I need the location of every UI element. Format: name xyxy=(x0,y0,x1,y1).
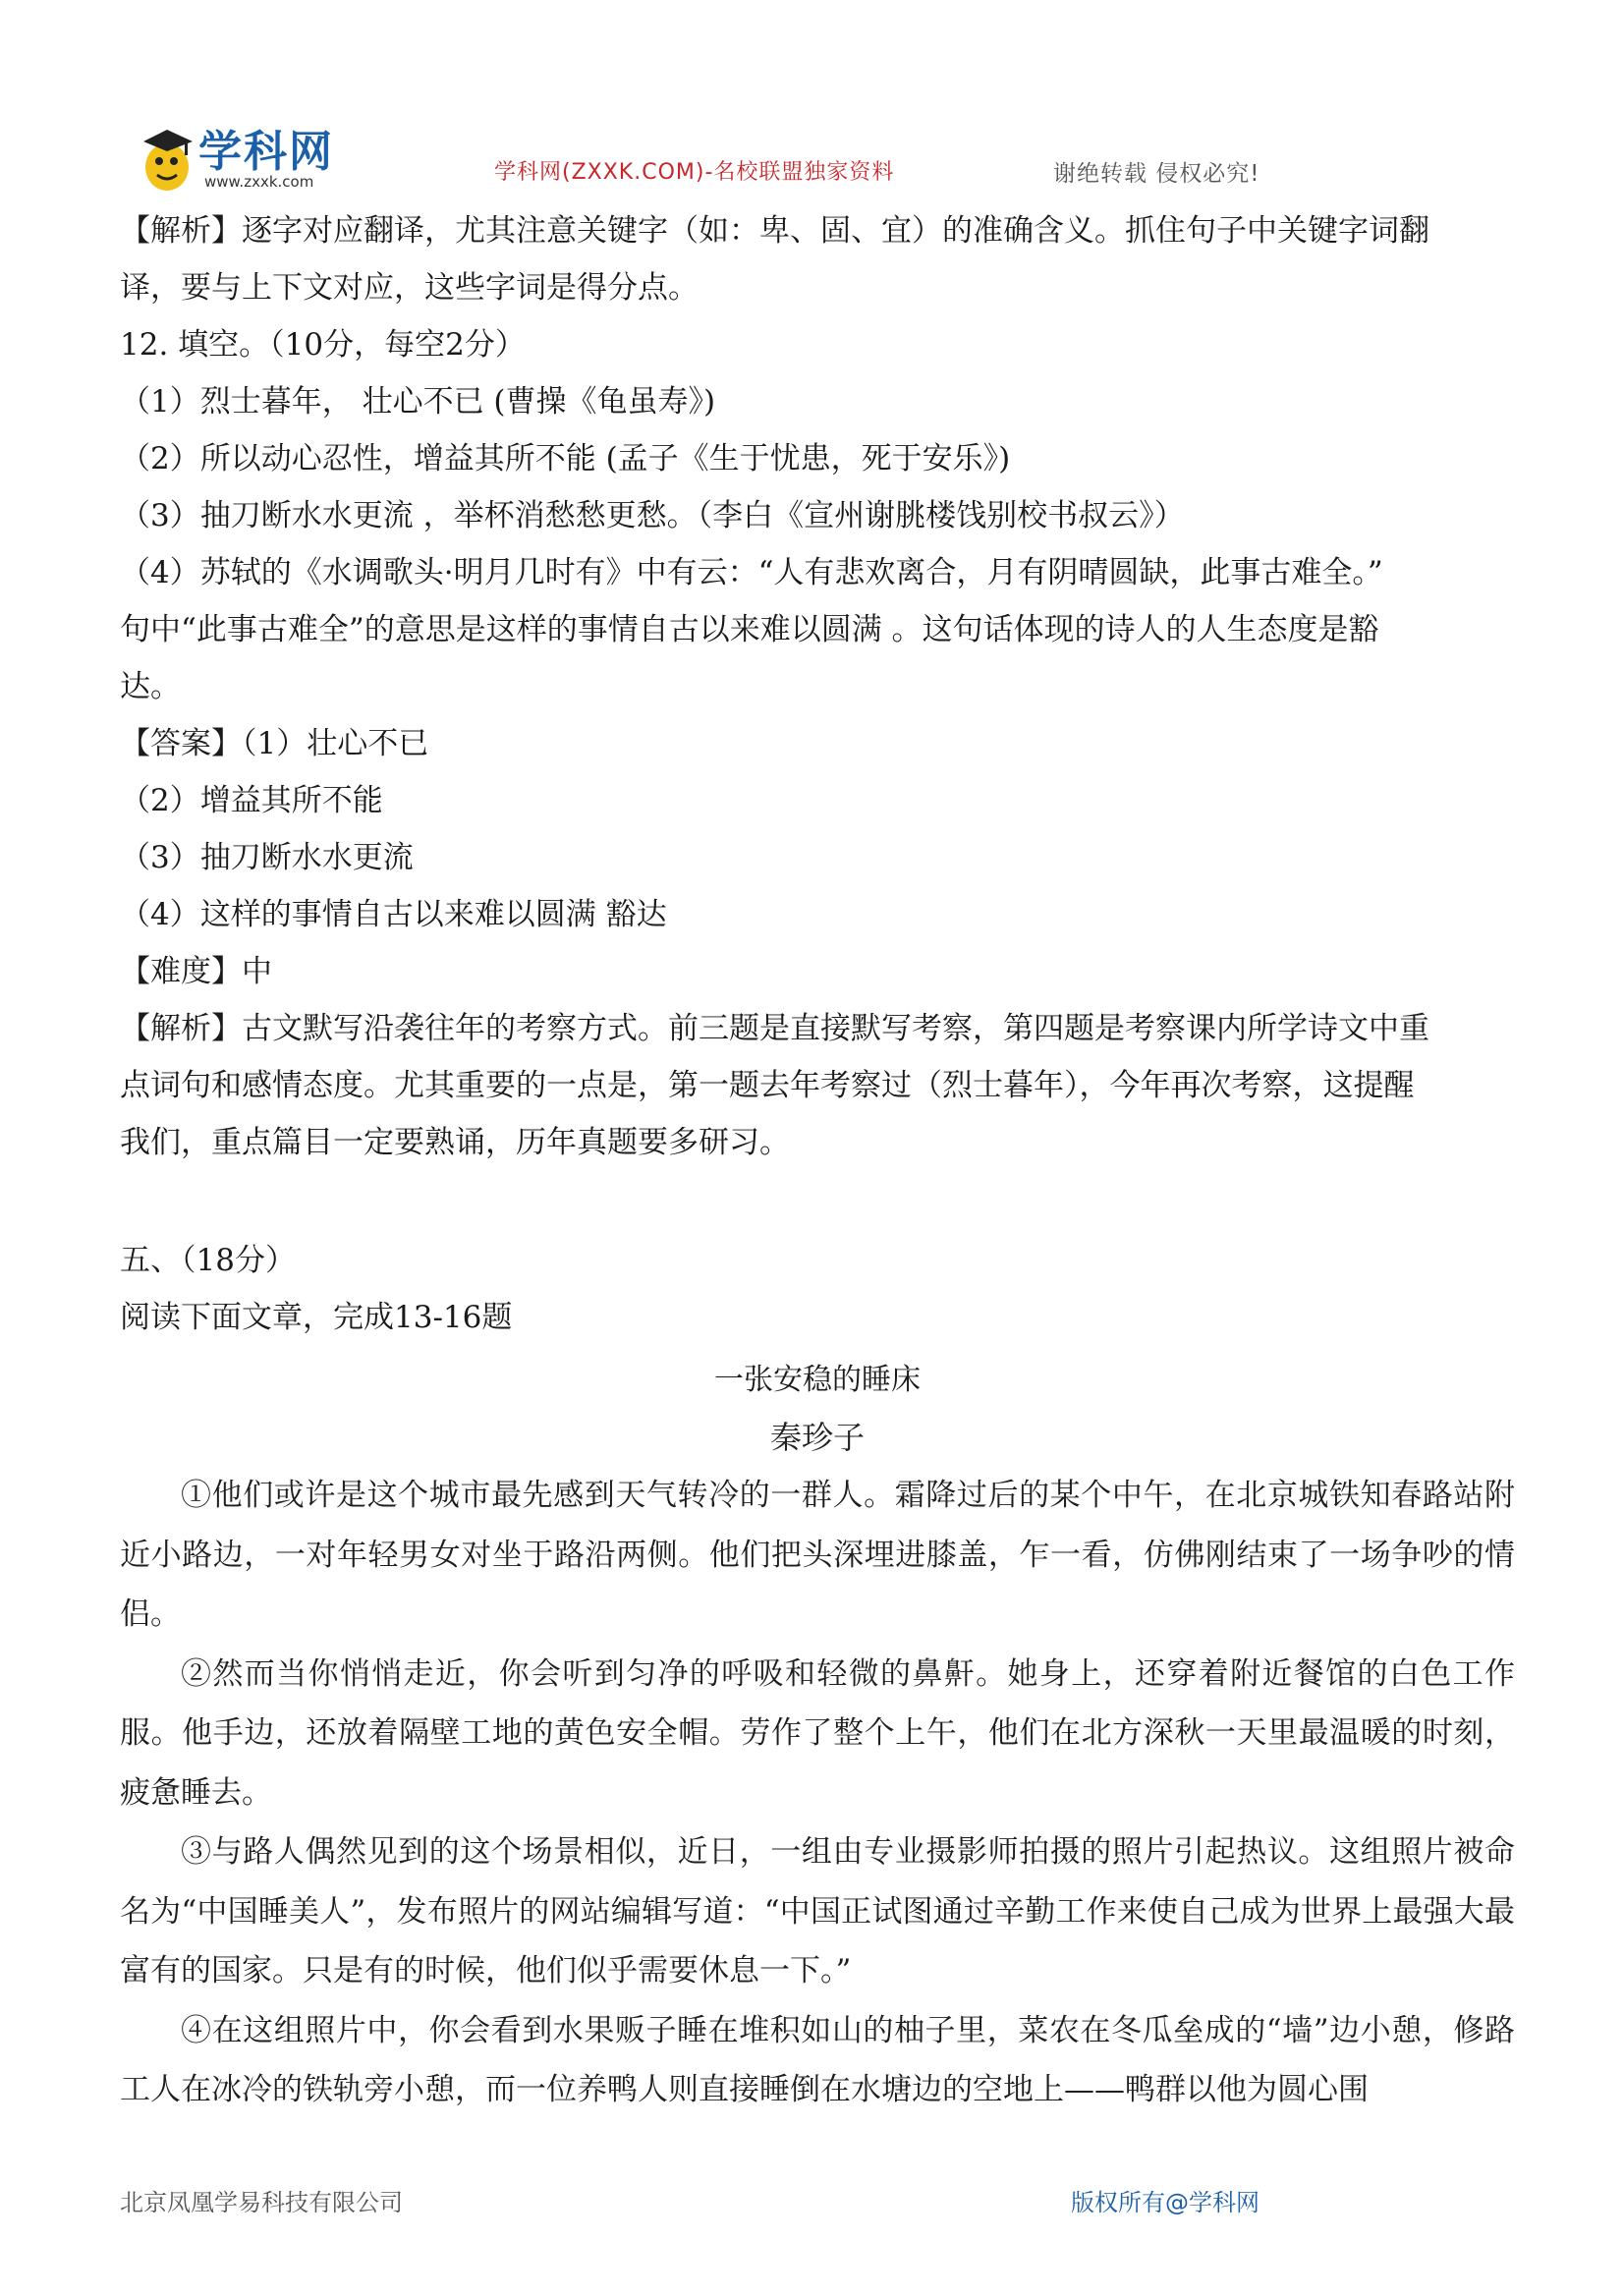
section-instruction: 阅读下面文章，完成13-16题 xyxy=(120,1300,513,1335)
answer-line: （2）增益其所不能 xyxy=(120,783,383,818)
analysis-line: 【解析】古文默写沿袭往年的考察方式。前三题是直接默写考察，第四题是考察课内所学诗文中重 xyxy=(120,1011,1429,1046)
text-line: （4）苏轼的《水调歌头·明月几时有》中有云：“人有悲欢离合，月有阴晴圆缺，此事古难全。” xyxy=(120,555,1383,590)
article-author: 秦珍子 xyxy=(769,1419,865,1456)
section-heading: 五、（18分） xyxy=(120,1243,296,1278)
article-title: 一张安稳的睡床 xyxy=(714,1363,921,1397)
site-logo xyxy=(138,116,354,204)
section-gap xyxy=(120,1171,1515,1232)
article-paragraph: ①他们或许是这个城市最先感到天气转冷的一群人。霜降过后的某个中午，在北京城铁知春路站附近小路边，一对年轻男女对坐于路沿两侧。他们把头深埋进膝盖，乍一看，仿佛刚结束了一场争吵的情侣。 xyxy=(120,1478,1515,1632)
footer-copyright: 版权所有@学科网 xyxy=(1071,2189,1259,2216)
text-line: （2）所以动心忍性，增益其所不能 (孟子《生于忧患，死于安乐》) xyxy=(120,441,1011,476)
answer-line: （3）抽刀断水水更流 xyxy=(120,840,414,875)
answer-line: （4）这样的事情自古以来难以圆满 豁达 xyxy=(120,897,667,932)
header-copyright-note: 谢绝转载 侵权必究! xyxy=(1053,161,1260,187)
logo-url: www.zxxk.com xyxy=(204,173,314,191)
text-line: 句中“此事古难全”的意思是这样的事情自古以来难以圆满 。这句话体现的诗人的人生态度是豁 xyxy=(120,612,1379,647)
answer-line: 【答案】（1）壮心不已 xyxy=(120,726,429,761)
text-line: （3）抽刀断水水更流 ，举杯消愁愁更愁。（李白《宣州谢朓楼饯别校书叔云》） xyxy=(120,498,1185,533)
logo-text: 学科网 xyxy=(198,127,334,177)
text-line: （1）烈士暮年， 壮心不已 (曹操《龟虽寿》) xyxy=(120,384,716,420)
article-paragraph: ③与路人偶然见到的这个场景相似，近日，一组由专业摄影师拍摄的照片引起热议。这组照片被命名为“中国睡美人”，发布照片的网站编辑写道：“中国正试图通过辛勤工作来使自己成为世界上最强大最富有的国家。只是有的时候，他们似乎需要休息一下。” xyxy=(120,1834,1515,1988)
document-body xyxy=(120,202,1515,2120)
text-line: 【解析】逐字对应翻译，尤其注意关键字（如：卑、固、宜）的准确含义。抓住句子中关键字词翻 xyxy=(120,213,1429,249)
question-heading: 12. 填空。（10分，每空2分） xyxy=(120,327,526,363)
footer-company: 北京凤凰学易科技有限公司 xyxy=(120,2189,403,2216)
analysis-line: 点词句和感情态度。尤其重要的一点是，第一题去年考察过（烈士暮年），今年再次考察，这提醒 xyxy=(120,1068,1415,1103)
text-line: 达。 xyxy=(120,669,181,704)
text-line: 译，要与上下文对应，这些字词是得分点。 xyxy=(120,270,699,306)
difficulty-line: 【难度】中 xyxy=(120,954,272,989)
analysis-line: 我们，重点篇目一定要熟诵，历年真题要多研习。 xyxy=(120,1125,790,1160)
page-header xyxy=(0,0,1623,196)
mascot-icon xyxy=(138,120,198,198)
article-paragraph: ②然而当你悄悄走近，你会听到匀净的呼吸和轻微的鼻鼾。她身上，还穿着附近餐馆的白色工作服。他手边，还放着隔壁工地的黄色安全帽。劳作了整个上午，他们在北方深秋一天里最温暖的时刻，疲惫睡去。 xyxy=(120,1655,1515,1811)
article-paragraph: ④在这组照片中，你会看到水果贩子睡在堆积如山的柚子里，菜农在冬瓜垒成的“墙”边小憩，修路工人在冰冷的铁轨旁小憩，而一位养鸭人则直接睡倒在水塘边的空地上——鸭群以他为圆心围 xyxy=(120,2012,1515,2107)
header-source-note: 学科网(ZXXK.COM)-名校联盟独家资料 xyxy=(494,160,895,185)
